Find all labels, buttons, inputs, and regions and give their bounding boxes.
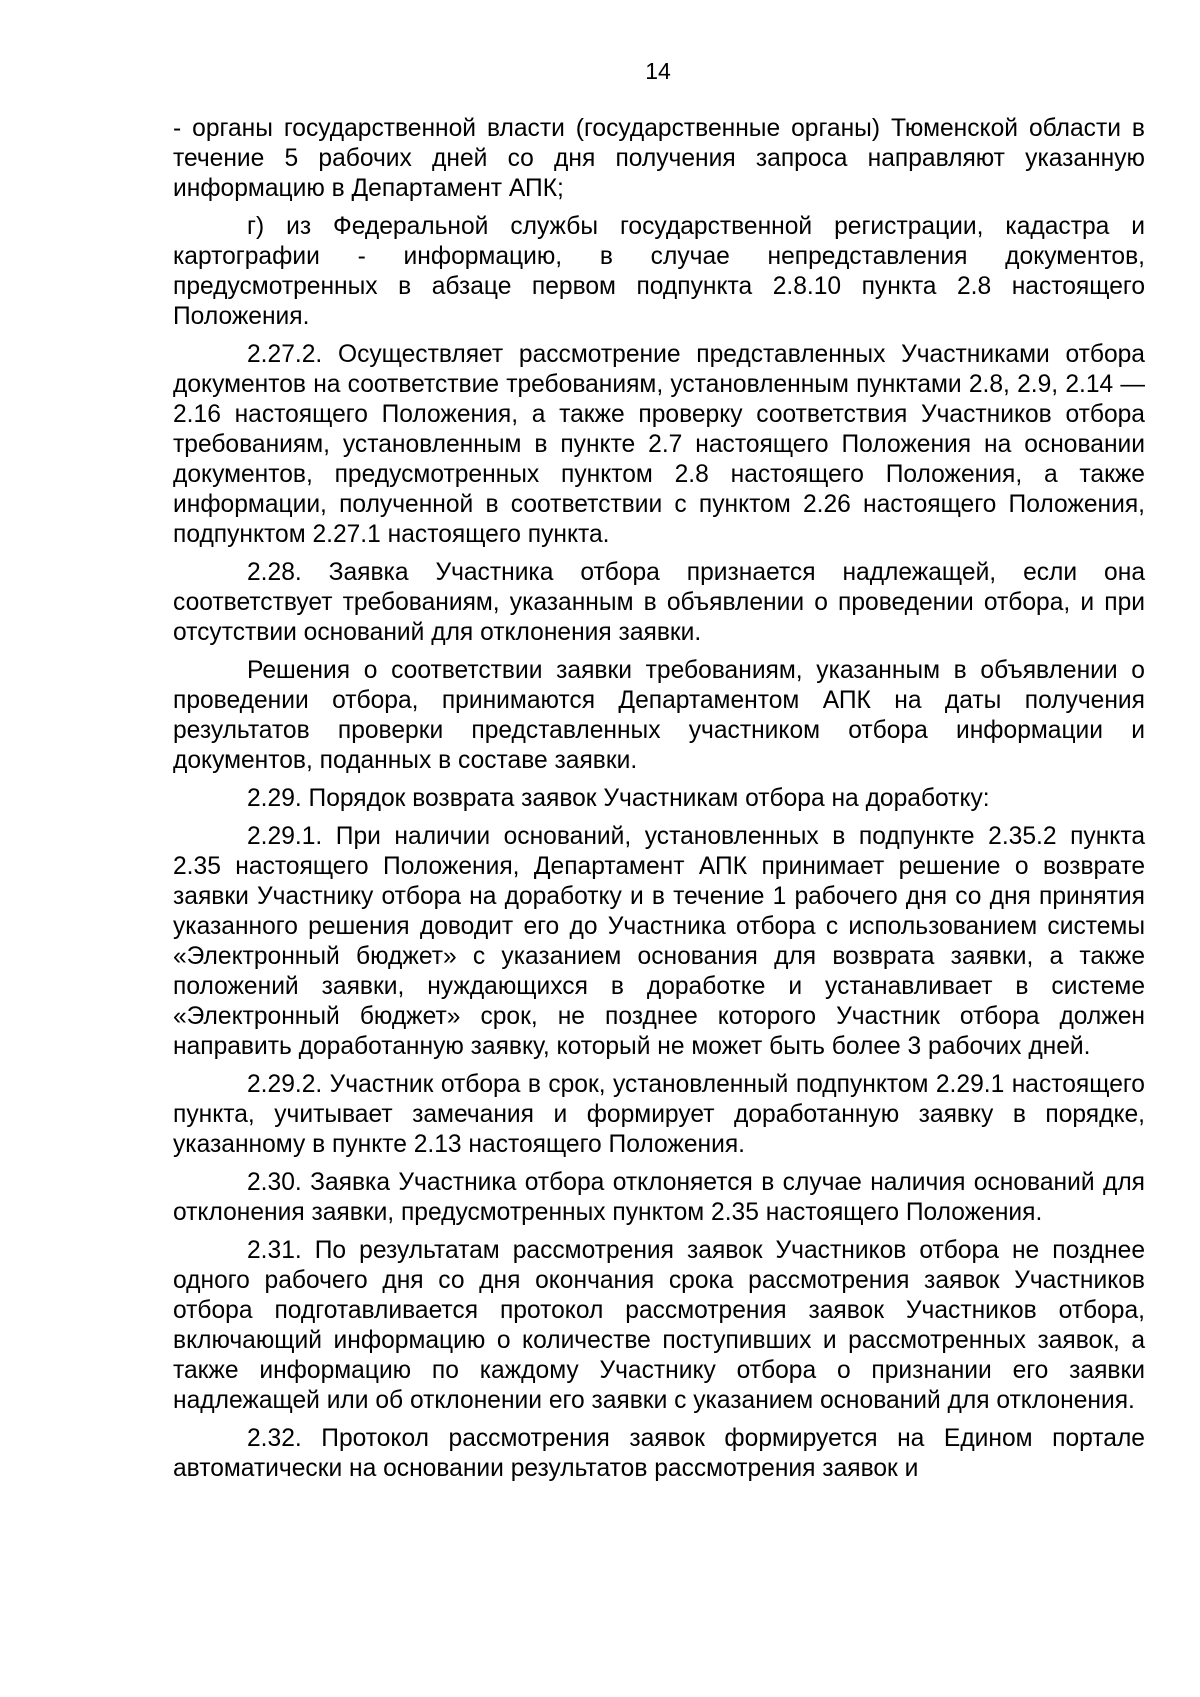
paragraph: 2.30. Заявка Участника отбора отклоняется в случае наличия оснований для отклонения заявки, предусмотренных пунктом 2.35 настоящего Положения. bbox=[173, 1169, 1145, 1226]
paragraph: 2.29.2. Участник отбора в срок, установленный подпунктом 2.29.1 настоящего пункта, учитывает замечания и формирует доработанную заявку в порядке, указанному в пункте 2.13 настоящего Положения. bbox=[173, 1071, 1145, 1158]
paragraph: 2.32. Протокол рассмотрения заявок формируется на Едином портале автоматически на основании результатов рассмотрения заявок и bbox=[173, 1425, 1145, 1482]
paragraph: - органы государственной власти (государственные органы) Тюменской области в течение 5 рабочих дней со дня получения запроса направляют указанную информацию в Департамент АПК; bbox=[173, 115, 1145, 202]
paragraph: 2.27.2. Осуществляет рассмотрение представленных Участниками отбора документов на соответствие требованиям, установленным пунктами 2.8, 2.9, 2.14 — 2.16 настоящего Положения, а также проверку соответствия Участников отбора требованиям, установленным в пункте 2.7 настоящего Положения на основании документов, предусмотренных пунктом 2.8 настоящего Положения, а также информации, полученной в соответствии с пунктом 2.26 настоящего Положения, подпунктом 2.27.1 настоящего пункта. bbox=[173, 341, 1145, 548]
paragraph: г) из Федеральной службы государственной регистрации, кадастра и картографии - информацию, в случае непредставления документов, предусмотренных в абзаце первом подпункта 2.8.10 пункта 2.8 настоящего Положения. bbox=[173, 213, 1145, 330]
paragraph: 2.28. Заявка Участника отбора признается надлежащей, если она соответствует требованиям, указанным в объявлении о проведении отбора, и при отсутствии оснований для отклонения заявки. bbox=[173, 559, 1145, 646]
paragraph: 2.29.1. При наличии оснований, установленных в подпункте 2.35.2 пункта 2.35 настоящего Положения, Департамент АПК принимает решение о возврате заявки Участнику отбора на доработку и в течение 1 рабочего дня со дня принятия указанного решения доводит его до Участника отбора с использованием системы «Электронный бюджет» с указанием основания для возврата заявки, а также положений заявки, нуждающихся в доработке и устанавливает в системе «Электронный бюджет» срок, не позднее которого Участник отбора должен направить доработанную заявку, который не может быть более 3 рабочих дней. bbox=[173, 823, 1145, 1060]
page-number: 14 bbox=[645, 58, 671, 84]
paragraph: Решения о соответствии заявки требованиям, указанным в объявлении о проведении отбора, принимаются Департаментом АПК на даты получения результатов проверки представленных участником отбора информации и документов, поданных в составе заявки. bbox=[173, 657, 1145, 774]
paragraph: 2.29. Порядок возврата заявок Участникам отбора на доработку: bbox=[247, 785, 990, 812]
paragraph: 2.31. По результатам рассмотрения заявок Участников отбора не позднее одного рабочего дня со дня окончания срока рассмотрения заявок Участников отбора подготавливается протокол рассмотрения заявок Участников отбора, включающий информацию о количестве поступивших и рассмотренных заявок, а также информацию по каждому Участнику отбора о признании его заявки надлежащей или об отклонении его заявки с указанием оснований для отклонения. bbox=[173, 1237, 1145, 1414]
document-body bbox=[173, 114, 1145, 1484]
